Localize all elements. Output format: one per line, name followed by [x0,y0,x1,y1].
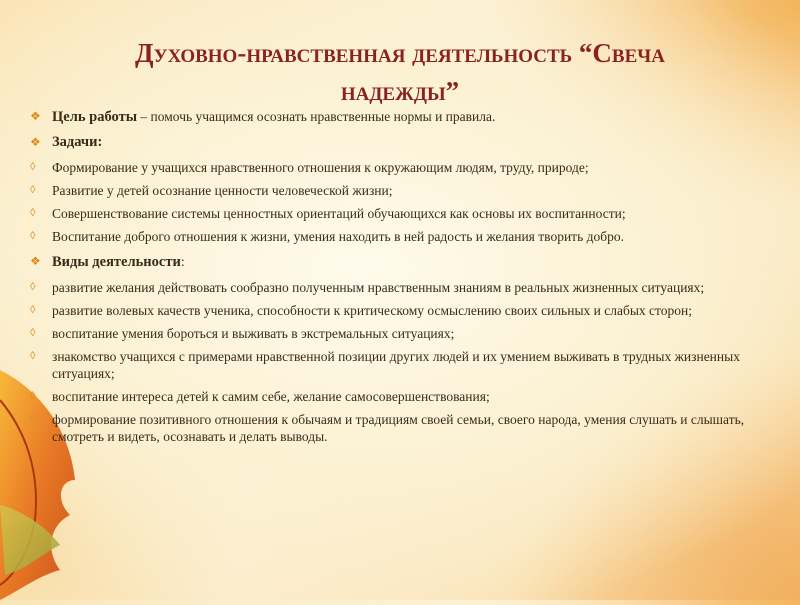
list-item: ◊ развитие желания действовать сообразно полученным нравственным знаниям в реальных жизненных ситуациях; [30,280,705,295]
diamond-bullet-icon: ◊ [30,281,36,293]
title-line-2: надежды” [340,76,460,106]
activities-heading: Виды деятельности [52,254,181,270]
list-item: ◊ Воспитание доброго отношения к жизни, умения находить в ней радость и желания творить добро. [30,229,624,244]
list-item: ◊ воспитание интереса детей к самим себе, желание самосовершенствования; [30,389,490,404]
goal-item [30,108,745,126]
list-item: ◊ Формирование у учащихся нравственного отношения к окружающим людям, труду, природе; [30,160,589,175]
goal-label: Цель работы [52,109,138,125]
activities-heading-item: ❖ Виды деятельности: [30,254,185,270]
diamond-bullet-icon: ◊ [30,350,36,362]
list-item: ◊ Совершенствование системы ценностных ориентаций обучающихся как основы их воспитанности; [30,206,626,221]
list-item: ◊ формирование позитивного отношения к обычаям и традициям своей семьи, своего народа, умения слушать и слышать, смотреть и видеть, осознавать и делать выводы. [30,412,745,444]
diamond-bullet-icon: ◊ [30,413,36,425]
tasks-heading: Задачи: [52,134,103,150]
diamond-bullet-icon: ❖ [30,254,41,268]
diamond-bullet-icon: ◊ [30,327,36,339]
diamond-bullet-icon: ◊ [30,207,36,219]
goal-text: – помочь учащимся осознать нравственные нормы и правила. [137,109,496,124]
diamond-bullet-icon: ◊ [30,304,36,316]
diamond-bullet-icon: ◊ [30,230,36,242]
diamond-bullet-icon: ❖ [30,135,41,149]
list-item: ◊ Развитие у детей осознание ценности человеческой жизни; [30,183,393,198]
diamond-bullet-icon: ◊ [30,161,36,173]
list-item: ◊ развитие волевых качеств ученика, способности к критическому осмыслению своих сильных и слабых сторон; [30,303,692,318]
list-item: ◊ знакомство учащихся с примерами нравственной позиции других людей и их умением выживать в трудных жизненных ситуациях; [30,349,740,381]
slide-title [60,34,740,110]
diamond-bullet-icon: ◊ [30,390,36,402]
diamond-bullet-icon: ❖ [30,109,41,123]
diamond-bullet-icon: ◊ [30,184,36,196]
content-body [30,108,745,445]
title-line-1: Духовно-нравственная деятельность “Свеча [135,38,665,68]
tasks-heading-item [30,134,745,151]
list-item: ◊ воспитание умения бороться и выживать в экстремальных ситуациях; [30,326,455,341]
